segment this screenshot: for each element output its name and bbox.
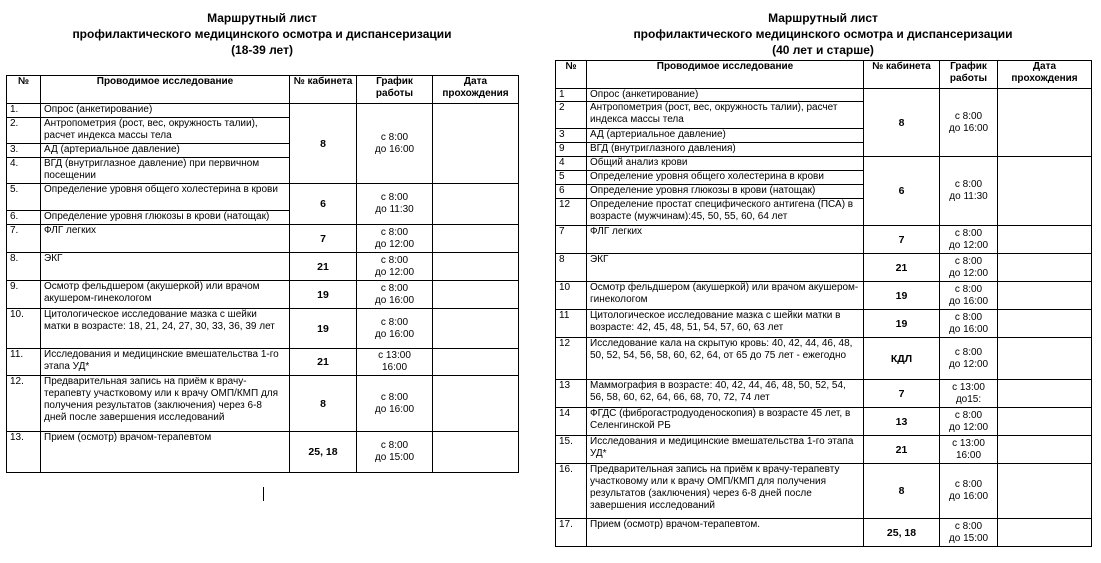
row-number: 1: [556, 89, 587, 102]
schedule-from: с 8:00: [380, 192, 409, 203]
schedule-cell: [940, 254, 998, 282]
row-number: 4: [556, 157, 587, 171]
left-route-table: [6, 75, 519, 473]
date-cell[interactable]: [998, 157, 1092, 226]
date-cell[interactable]: [998, 226, 1092, 254]
col-header-examination: Проводимое исследование: [41, 76, 290, 104]
col-header-cabinet: № кабинета: [290, 76, 357, 104]
schedule-cell: [940, 282, 998, 310]
row-number: 13.: [7, 432, 41, 473]
table-row: [7, 225, 519, 253]
cabinet-cell: 8: [290, 104, 357, 184]
schedule-from: с 8:00: [954, 227, 983, 239]
schedule-to: до15:: [955, 393, 982, 405]
schedule-from: с 13:00: [952, 437, 985, 449]
schedule-cell: [940, 226, 998, 254]
schedule-to: до 16:00: [374, 328, 415, 340]
row-examination: Предварительная запись на приём к врачу-терапевту участковому или к врачу ОМП/КМП для получения результатов (заключения) через 6-8 дней после завершения исследований: [41, 376, 290, 432]
schedule-from: с 8:00: [954, 479, 983, 490]
schedule-from: с 8:00: [954, 520, 983, 532]
row-examination: Исследование кала на скрытую кровь: 40, 42, 44, 46, 48, 50, 52, 54, 56, 58, 60, 62, 64, от 65 до 75 лет - ежегодно: [587, 338, 864, 380]
schedule-from: с 8:00: [380, 131, 409, 143]
row-examination: Исследования и медицинские вмешательства 1-го этапа УД*: [41, 349, 290, 376]
row-examination: Опрос (анкетирование): [587, 89, 864, 102]
row-number: 10: [556, 282, 587, 310]
cabinet-cell: 6: [864, 157, 940, 226]
cabinet-cell: КДЛ: [864, 338, 940, 380]
schedule-cell: [940, 157, 998, 226]
cabinet-cell: 6: [290, 184, 357, 225]
cabinet-cell: 7: [290, 225, 357, 253]
schedule-from: с 13:00: [952, 381, 985, 393]
schedule-from: с 8:00: [380, 440, 409, 451]
date-cell[interactable]: [433, 432, 519, 473]
row-examination: Определение уровня глюкозы в крови (натощак): [41, 211, 290, 225]
row-number: 7: [556, 226, 587, 254]
table-row: [7, 432, 519, 473]
col-header-schedule: График работы: [357, 76, 433, 104]
date-cell[interactable]: [998, 338, 1092, 380]
row-number: 13: [556, 380, 587, 408]
table-header-row: [7, 76, 519, 104]
table-row: [7, 309, 519, 349]
date-cell[interactable]: [998, 464, 1092, 519]
schedule-cell: [940, 519, 998, 547]
row-number: 8: [556, 254, 587, 282]
schedule-cell: [357, 184, 433, 225]
date-cell[interactable]: [998, 89, 1092, 157]
right-title-line-2: профилактического медицинского осмотра и диспансеризации: [633, 27, 1013, 41]
row-number: 4.: [7, 158, 41, 184]
date-cell[interactable]: [998, 254, 1092, 282]
row-number: 2: [556, 102, 587, 129]
row-examination: Исследования и медицинские вмешательства 1-го этапа УД*: [587, 436, 864, 464]
schedule-to: до 15:00: [374, 452, 415, 463]
cabinet-cell: 8: [290, 376, 357, 432]
cabinet-cell: 7: [864, 226, 940, 254]
left-title: [6, 10, 518, 58]
schedule-from: с 8:00: [954, 110, 983, 122]
row-examination: Предварительная запись на приём к врачу-терапевту участковому или к врачу ОМП/КМП для получения результатов (заключения) через 6-8 дней после завершения исследований: [587, 464, 864, 519]
row-examination: Определение простат специфического антигена (ПСА) в возрасте (мужчинам):45, 50, 55, 60, 64 лет: [587, 199, 864, 226]
table-row: [556, 338, 1092, 380]
table-row: [556, 310, 1092, 338]
row-examination: Опрос (анкетирование): [41, 104, 290, 118]
right-title-line-1: Маршрутный лист: [768, 11, 878, 25]
schedule-to: до 15:00: [948, 532, 989, 544]
schedule-from: с 8:00: [954, 255, 983, 267]
schedule-cell: [940, 338, 998, 380]
table-row: [556, 89, 1092, 102]
row-number: 10.: [7, 309, 41, 349]
row-number: 1.: [7, 104, 41, 118]
row-examination: Определение уровня общего холестерина в крови: [41, 184, 290, 211]
schedule-to: до 11:30: [375, 204, 414, 215]
row-number: 11.: [7, 349, 41, 376]
left-title-line-1: Маршрутный лист: [207, 11, 317, 25]
schedule-to: до 16:00: [374, 403, 415, 415]
col-header-schedule: График работы: [940, 61, 998, 89]
schedule-cell: [357, 376, 433, 432]
table-header-row: [556, 61, 1092, 89]
schedule-from: с 8:00: [954, 311, 983, 323]
row-examination: Антропометрия (рост, вес, окружность талии), расчет индекса массы тела: [587, 102, 864, 129]
schedule-from: с 13:00: [378, 350, 411, 361]
schedule-from: с 8:00: [954, 283, 983, 295]
schedule-to: 16:00: [955, 449, 982, 461]
schedule-to: до 16:00: [374, 294, 415, 306]
cabinet-cell: 21: [864, 254, 940, 282]
date-cell[interactable]: [433, 184, 519, 225]
row-examination: Антропометрия (рост, вес, окружность талии), расчет индекса массы тела: [41, 118, 290, 144]
row-number: 7.: [7, 225, 41, 253]
row-number: 8.: [7, 253, 41, 281]
row-number: 17.: [556, 519, 587, 547]
schedule-cell: [940, 380, 998, 408]
page-divider-mark: [263, 487, 264, 501]
row-examination: Прием (осмотр) врачом-терапевтом: [41, 432, 290, 473]
row-examination: Определение уровня глюкозы в крови (натощак): [587, 185, 864, 199]
cabinet-cell: 21: [290, 253, 357, 281]
row-examination: Осмотр фельдшером (акушеркой) или врачом акушером-гинекологом: [587, 282, 864, 310]
row-examination: Общий анализ крови: [587, 157, 864, 171]
schedule-to: до 12:00: [374, 238, 415, 250]
schedule-from: с 8:00: [954, 346, 983, 358]
row-examination: АД (артериальное давление): [41, 144, 290, 158]
date-cell[interactable]: [998, 380, 1092, 408]
row-number: 6: [556, 185, 587, 199]
schedule-cell: [940, 310, 998, 338]
table-row: [556, 226, 1092, 254]
cabinet-cell: 7: [864, 380, 940, 408]
schedule-to: до 16:00: [948, 491, 989, 502]
row-examination: Прием (осмотр) врачом-терапевтом.: [587, 519, 864, 547]
row-number: 3: [556, 129, 587, 143]
row-examination: Маммография в возрасте: 40, 42, 44, 46, 48, 50, 52, 54, 56, 58, 60, 62, 64, 66, 68, 70, 72, 74 лет: [587, 380, 864, 408]
row-examination: ФГДС (фиброгастродуоденоскопия) в возрасте 45 лет, в Селенгинской РБ: [587, 408, 864, 436]
cabinet-cell: 21: [864, 436, 940, 464]
left-title-line-2: профилактического медицинского осмотра и диспансеризации: [72, 27, 452, 41]
date-cell[interactable]: [433, 225, 519, 253]
schedule-cell: [940, 436, 998, 464]
cabinet-cell: 19: [290, 281, 357, 309]
date-cell[interactable]: [433, 281, 519, 309]
col-header-examination: Проводимое исследование: [587, 61, 864, 89]
schedule-cell: [357, 104, 433, 184]
date-cell[interactable]: [433, 309, 519, 349]
table-row: [556, 380, 1092, 408]
row-examination: ВГД (внутриглазного давления): [587, 143, 864, 157]
row-number: 11: [556, 310, 587, 338]
schedule-from: с 8:00: [380, 226, 409, 238]
col-header-number: №: [556, 61, 587, 89]
schedule-from: с 8:00: [380, 391, 409, 403]
right-route-table: [555, 60, 1092, 547]
schedule-to: до 12:00: [948, 267, 989, 279]
col-header-number: №: [7, 76, 41, 104]
date-cell[interactable]: [998, 408, 1092, 436]
schedule-cell: [940, 89, 998, 157]
cabinet-cell: 25, 18: [290, 432, 357, 473]
schedule-to: до 12:00: [948, 421, 989, 433]
table-row: [556, 282, 1092, 310]
date-cell[interactable]: [998, 436, 1092, 464]
cabinet-cell: 8: [864, 464, 940, 519]
schedule-to: до 16:00: [948, 295, 989, 307]
col-header-date: Дата прохождения: [998, 61, 1092, 89]
col-header-cabinet: № кабинета: [864, 61, 940, 89]
date-cell[interactable]: [433, 253, 519, 281]
row-number: 6.: [7, 211, 41, 225]
table-row: [7, 253, 519, 281]
cabinet-cell: 21: [290, 349, 357, 376]
schedule-cell: [940, 408, 998, 436]
cabinet-cell: 13: [864, 408, 940, 436]
row-number: 12: [556, 199, 587, 226]
row-examination: ЭКГ: [41, 253, 290, 281]
schedule-cell: [357, 349, 433, 376]
table-row: [7, 104, 519, 118]
date-cell[interactable]: [433, 376, 519, 432]
schedule-cell: [357, 432, 433, 473]
left-title-line-3: (18-39 лет): [231, 43, 293, 57]
row-number: 9.: [7, 281, 41, 309]
row-number: 14: [556, 408, 587, 436]
cabinet-cell: 19: [864, 282, 940, 310]
col-header-date: Дата прохождения: [433, 76, 519, 104]
schedule-cell: [357, 281, 433, 309]
table-row: [556, 254, 1092, 282]
row-examination: ФЛГ легких: [587, 226, 864, 254]
cabinet-cell: 19: [864, 310, 940, 338]
row-examination: ВГД (внутриглазное давление) при первичном посещении: [41, 158, 290, 184]
table-row: [556, 408, 1092, 436]
table-row: [556, 464, 1092, 519]
schedule-to: до 16:00: [374, 143, 415, 155]
schedule-cell: [357, 309, 433, 349]
row-examination: ЭКГ: [587, 254, 864, 282]
date-cell[interactable]: [998, 310, 1092, 338]
row-examination: Цитологическое исследование мазка с шейки матки в возрасте: 18, 21, 24, 27, 30, 33, 36, 39 лет: [41, 309, 290, 349]
row-examination: ФЛГ легких: [41, 225, 290, 253]
table-row: [556, 157, 1092, 171]
table-row: [556, 436, 1092, 464]
row-number: 12: [556, 338, 587, 380]
schedule-to: до 16:00: [948, 122, 989, 134]
row-number: 15.: [556, 436, 587, 464]
date-cell[interactable]: [433, 104, 519, 184]
date-cell[interactable]: [998, 519, 1092, 547]
cabinet-cell: 19: [290, 309, 357, 349]
row-number: 2.: [7, 118, 41, 144]
row-examination: Определение уровня общего холестерина в крови: [587, 171, 864, 185]
schedule-from: с 8:00: [954, 179, 983, 190]
schedule-cell: [940, 464, 998, 519]
cabinet-cell: 25, 18: [864, 519, 940, 547]
row-number: 9: [556, 143, 587, 157]
schedule-from: с 8:00: [954, 409, 983, 421]
right-title: [555, 10, 1091, 58]
table-row: [7, 184, 519, 211]
row-examination: Цитологическое исследование мазка с шейки матки в возрасте: 42, 45, 48, 51, 54, 57, 60, 63 лет: [587, 310, 864, 338]
row-number: 12.: [7, 376, 41, 432]
schedule-cell: [357, 225, 433, 253]
table-row: [7, 349, 519, 376]
right-title-line-3: (40 лет и старше): [772, 43, 874, 57]
row-number: 3.: [7, 144, 41, 158]
schedule-from: с 8:00: [380, 316, 409, 328]
date-cell[interactable]: [433, 349, 519, 376]
row-number: 5.: [7, 184, 41, 211]
date-cell[interactable]: [998, 282, 1092, 310]
row-examination: АД (артериальное давление): [587, 129, 864, 143]
row-examination: Осмотр фельдшером (акушеркой) или врачом акушером-гинекологом: [41, 281, 290, 309]
schedule-to: до 16:00: [948, 323, 989, 335]
table-row: [7, 281, 519, 309]
cabinet-cell: 8: [864, 89, 940, 157]
schedule-from: с 8:00: [380, 254, 409, 266]
schedule-to: до 11:30: [949, 191, 988, 202]
row-number: 5: [556, 171, 587, 185]
table-row: [556, 519, 1092, 547]
schedule-cell: [357, 253, 433, 281]
schedule-to: до 12:00: [948, 358, 989, 370]
schedule-from: с 8:00: [380, 282, 409, 294]
table-row: [7, 376, 519, 432]
row-number: 16.: [556, 464, 587, 519]
schedule-to: до 12:00: [948, 239, 989, 251]
schedule-to: 16:00: [381, 362, 408, 373]
schedule-to: до 12:00: [374, 266, 415, 278]
